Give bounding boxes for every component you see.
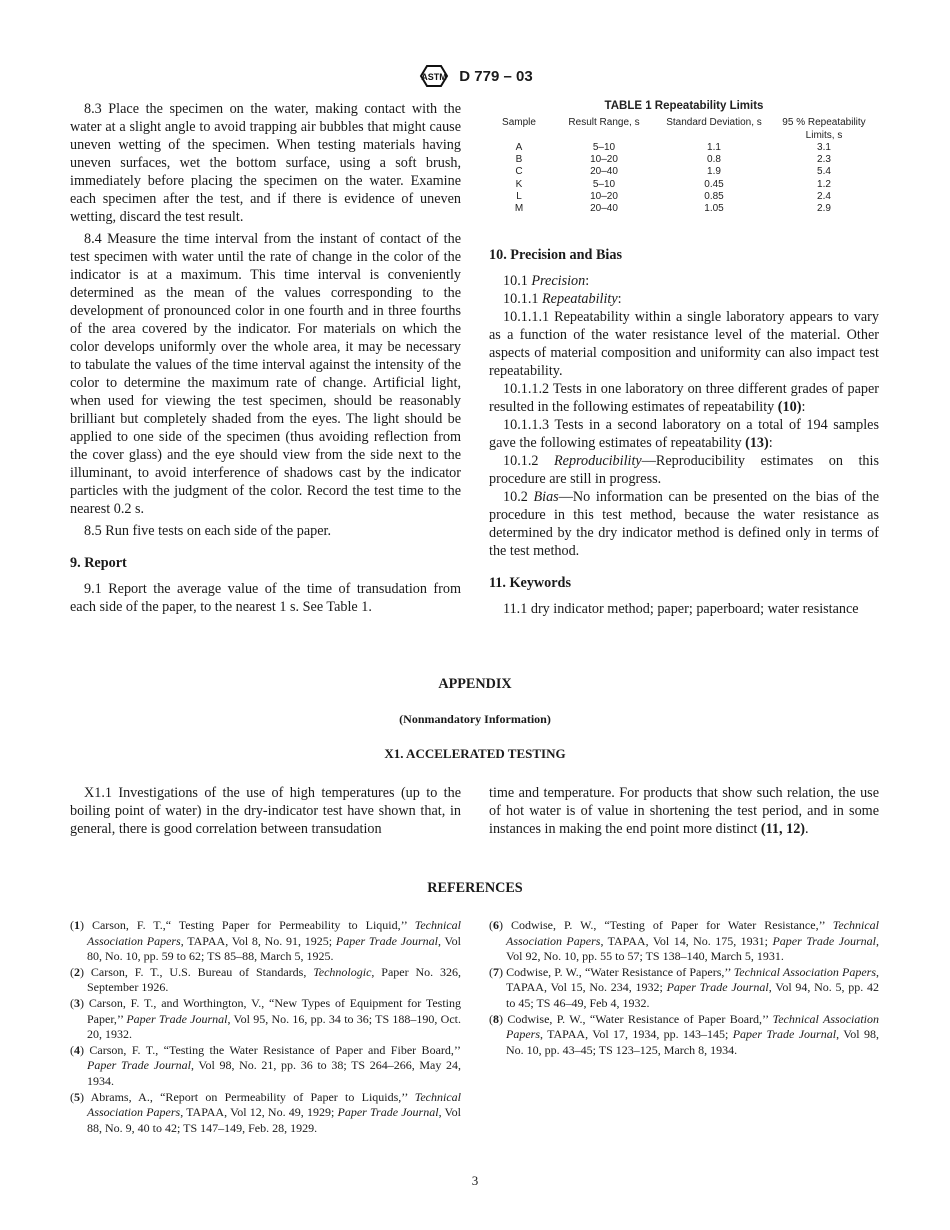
table-cell: 10–20 — [590, 154, 618, 166]
standard-designation: D 779 – 03 — [459, 67, 533, 85]
repeatability-table — [489, 117, 879, 215]
table-cell: B — [515, 154, 523, 166]
reference-item: (1) Carson, F. T.,“ Testing Paper for Permeability to Liquid,’’ Technical Association Papers, TAPAA, Vol 8, No. 91, 1925; Paper Trade Journal, Vol 80, No. 10, pp. 59 to 62; TS 85–88, March 5, 1925. — [70, 918, 461, 964]
table-cell: 2.4 — [817, 191, 831, 203]
paragraph-x1-1-continued: time and temperature. For products that show such relation, the use of hot water is of value in shortening the test period, and in some instances in making the end point more distinct (11, 12). — [489, 785, 879, 837]
paragraph-8-4: 8.4 Measure the time interval from the instant of contact of the test specimen with water until the rate of change in the color of the indicator is at a maximum. This time interval is conveniently determined as the mean of the values corresponding to the development of pronounced color in one fourth and in three fourths of the area covered by the indicator. For materials on which the color develops uniformly over the whole area, it may be necessary to tabulate the values of the time interval against the intensity of the color to determine the maximum rate of change. Artificial light, when used for viewing the test specimen, should be reasonably brilliant but completely shaded from the eyes. The light should be applied to one side of the specimen (thus avoiding reflection from the cover glass) and the eye should view from the side next to the illuminant, to avoid interference of shadows cast by the indicator particles with the judgment of the color. Record the test time to the nearest 0.2 s. — [70, 231, 461, 517]
paragraph-x1-1: X1.1 Investigations of the use of high temperatures (up to the boiling point of water) in the dry-indicator test have shown that, in general, there is good correlation between transudation — [70, 785, 461, 837]
table-row — [489, 142, 879, 154]
section-10-heading: 10. Precision and Bias — [489, 246, 622, 263]
paragraph-9-1: 9.1 Report the average value of the time of transudation from each side of the paper, to the nearest 1 s. See Table 1. — [70, 581, 461, 615]
table-cell: 2.9 — [817, 203, 831, 215]
table-header: Sample — [502, 117, 536, 129]
table-1 — [489, 100, 879, 216]
table-cell: 0.8 — [707, 154, 721, 166]
paragraph-10-1-1-2: 10.1.1.2 Tests in one laboratory on three different grades of paper resulted in the following estimates of repeatability (10): — [489, 380, 879, 415]
table-cell: 3.1 — [817, 141, 831, 153]
table-cell: 0.45 — [704, 178, 724, 190]
table-row — [489, 154, 879, 166]
paragraph-10-1-1-3: 10.1.1.3 Tests in a second laboratory on a total of 194 samples gave the following estimates of repeatability (13): — [489, 416, 879, 451]
table-header: Result Range, s — [568, 117, 640, 129]
astm-logo-icon — [417, 63, 451, 89]
table-cell: C — [515, 166, 523, 178]
table-cell: K — [515, 178, 523, 190]
table-cell: 2.3 — [817, 154, 831, 166]
paragraph-10-2: 10.2 Bias—No information can be presented on the bias of the procedure in this test method, because the water resistance as determined by the dry indicator method is defined only in terms of the test method. — [489, 488, 879, 559]
reference-item: (5) Abrams, A., “Report on Permeability of Paper to Liquids,’’ Technical Association Papers, TAPAA, Vol 12, No. 49, 1929; Paper Trade Journal, Vol 88, No. 9, 40 to 42; TS 147–149, Feb. 28, 1929. — [70, 1089, 461, 1135]
appendix-section-title: X1. ACCELERATED TESTING — [384, 746, 566, 761]
paragraph-10-1-1: 10.1.1 Repeatability: — [503, 290, 622, 307]
table-cell: 1.2 — [817, 178, 831, 190]
references-right-column — [489, 918, 879, 1058]
reference-item: (4) Carson, F. T., “Testing the Water Resistance of Paper and Fiber Board,’’ Paper Trade Journal, Vol 98, No. 21, pp. 36 to 38; TS 264–266, May 24, 1934. — [70, 1042, 461, 1088]
table-row — [489, 203, 879, 215]
right-column — [489, 100, 879, 618]
table-cell: 1.9 — [707, 166, 721, 178]
table-1-title: TABLE 1 Repeatability Limits — [604, 100, 764, 112]
table-cell: 1.1 — [707, 141, 721, 153]
table-cell: 5–10 — [592, 141, 616, 153]
reference-item: (2) Carson, F. T., U.S. Bureau of Standards, Technologic, Paper No. 326, September 1926. — [70, 964, 461, 995]
references-left-column — [70, 918, 461, 1136]
page-number: 3 — [471, 1173, 479, 1188]
appendix-right-column — [489, 784, 879, 838]
section-9-heading: 9. Report — [70, 555, 127, 571]
table-cell: 5.4 — [817, 166, 831, 178]
paragraph-10-1-2: 10.1.2 Reproducibility—Reproducibility estimates on this procedure are still in progress. — [489, 452, 879, 487]
table-cell: A — [515, 141, 523, 153]
reference-item: (3) Carson, F. T., and Worthington, V., “New Types of Equipment for Testing Paper,’’ Paper Trade Journal, Vol 95, No. 16, pp. 34 to 36; TS 188–190, Oct. 20, 1932. — [70, 995, 461, 1042]
reference-item: (6) Codwise, P. W., “Testing of Paper for Water Resistance,’’ Technical Association Papers, TAPAA, Vol 14, No. 175, 1931; Paper Trade Journal, Vol 92, No. 10, pp. 55 to 57; TS 138–140, March 5, 1931. — [489, 918, 879, 964]
table-header: Standard Deviation, s — [666, 117, 762, 129]
table-cell: 5–10 — [592, 178, 616, 190]
table-row — [489, 179, 879, 191]
paragraph-8-3: 8.3 Place the specimen on the water, making contact with the water at a slight angle to avoid trapping air bubbles that might cause uneven wetting of the specimen. When testing materials having uneven surfaces, wet the bottom surface, using a soft brush, immediately before placing the specimen on the water. Examine each specimen after the test, and if there is evidence of uneven wetting, discard the test result. — [70, 101, 461, 225]
references-title: REFERENCES — [427, 880, 523, 896]
table-row — [489, 191, 879, 203]
paragraph-10-1-1-1: 10.1.1.1 Repeatability within a single laboratory appears to vary as a function of the water resistance level of the material. Other aspects of material composition and uniformity can also impact test repeatability. — [489, 308, 879, 379]
svg-text:ASTM: ASTM — [421, 72, 448, 82]
table-cell: 0.85 — [704, 191, 724, 203]
appendix-title: APPENDIX — [438, 676, 512, 692]
table-cell: L — [516, 191, 522, 203]
paragraph-8-5: 8.5 Run five tests on each side of the paper. — [84, 523, 332, 539]
page-header — [0, 63, 950, 93]
reference-item: (7) Codwise, P. W., “Water Resistance of Papers,’’ Technical Association Papers, TAPAA, Vol 15, No. 234, 1932; Paper Trade Journal, Vol 94, No. 5, pp. 42 to 45; TS 46–49, Feb 4, 1932. — [489, 964, 880, 1010]
table-header: 95 % Repeatability Limits, s — [782, 117, 866, 141]
table-cell: 20–40 — [590, 203, 618, 215]
table-cell: 1.05 — [704, 203, 724, 215]
appendix-subtitle: (Nonmandatory Information) — [399, 712, 551, 726]
reference-item: (8) Codwise, P. W., “Water Resistance of Paper Board,’’ Technical Association Papers, TAPAA, Vol 17, 1934, pp. 143–145; Paper Trade Journal, Vol 98, No. 10, pp. 43–45; TS 123–125, March 8, 1934. — [489, 1011, 880, 1057]
table-cell: M — [514, 203, 524, 215]
table-cell: 10–20 — [590, 191, 618, 203]
table-row — [489, 166, 879, 178]
left-column — [70, 100, 461, 616]
table-cell: 20–40 — [590, 166, 618, 178]
appendix-left-column — [70, 784, 461, 838]
paragraph-10-1: 10.1 Precision: — [503, 272, 590, 289]
section-11-heading: 11. Keywords — [489, 574, 571, 591]
paragraph-11-1: 11.1 dry indicator method; paper; paperboard; water resistance — [503, 600, 859, 617]
